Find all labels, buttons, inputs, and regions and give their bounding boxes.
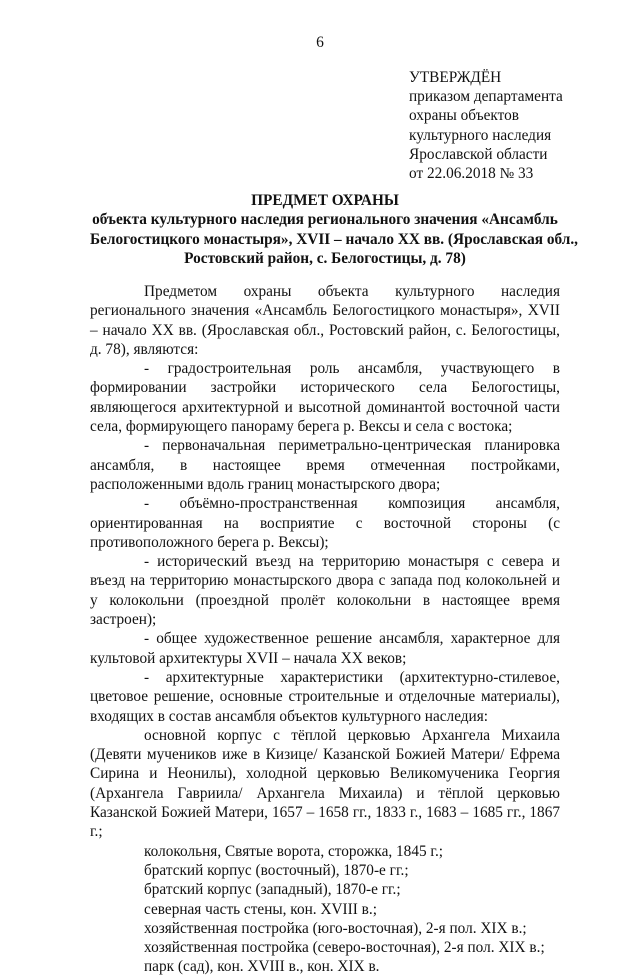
heading-line: Ростовский район, с. Белогостицы, д. 78) [184,249,466,267]
list-item: - объёмно-пространственная композиция ансамбля, ориентированная на восприятие с восточной стороны (с противоположного берега р. Вексы); [90,495,560,551]
approval-title: УТВЕРЖДЁН [409,69,502,86]
heading-title: ПРЕДМЕТ ОХРАНЫ [251,192,399,209]
approval-line: приказом департамента [409,88,563,106]
list-item: - общее художественное решение ансамбля, характерное для культовой архитектуры XVII – начала XX веков; [90,630,560,667]
object-item: парк (сад), кон. XVIII в., кон. XIX в. [144,958,380,976]
document-body [90,282,560,977]
object-item-main: основной корпус с тёплой церковью Архангела Михаила (Девяти мучеников иже в Кизице/ Казанской Божией Матери/ Ефрема Сирина и Неонилы), холодной церковью Великомученика Георгия (Архангела Гавриила/ Архангела Михаила) и тёплой церковью Казанской Божией Матери, 1657 – 1658 гг., 1833 г., 1683 – 1685 гг., 1867 г.; [90,726,560,841]
intro-paragraph: Предметом охраны объекта культурного наследия регионального значения «Ансамбль Белогостицкого монастыря», XVII – начало XX вв. (Ярославская обл., Ростовский район, с. Белогостицы, д. 78), являются: [90,283,560,358]
object-item: хозяйственная постройка (северо-восточная), 2-я пол. XIX в.; [144,939,545,957]
list-item: - первоначальная периметрально-центрическая планировка ансамбля, в настоящее время отмеченная постройками, расположенными вдоль границ монастырского двора; [90,437,560,493]
list-item: - градостроительная роль ансамбля, участвующего в формировании застройки исторического села Белогостицы, являющегося архитектурной и высотной доминантой восточной части села, формирующего панораму берега р. Вексы и села с востока; [90,360,560,436]
approval-line: охраны объектов [409,107,519,125]
heading-line: объекта культурного наследия регионального значения «Ансамбль [92,211,558,229]
object-item: северная часть стены, кон. XVIII в.; [144,900,377,918]
approval-stamp [409,68,563,183]
approval-line: Ярославской области [409,145,548,163]
object-item: братский корпус (западный), 1870-е гг.; [144,881,401,899]
page-number: 6 [316,34,324,51]
heading-line: Белогостицкого монастыря», XVII – начало XX вв. (Ярославская обл., [90,230,578,248]
list-item: - исторический въезд на территорию монастыря с севера и въезд на территорию монастырского двора с запада под колокольней и у колокольни (проездной пролёт колокольни в настоящее время застроен); [90,553,560,629]
list-item: - архитектурные характеристики (архитектурно-стилевое, цветовое решение, основные строительные и отделочные материалы), входящих в состав ансамбля объектов культурного наследия: [90,668,560,725]
document-heading [90,191,578,268]
approval-line: культурного наследия [409,126,552,144]
object-item: колокольня, Святые ворота, сторожка, 1845 г.; [144,842,444,860]
object-item: хозяйственная постройка (юго-восточная), 2-я пол. XIX в.; [144,919,527,937]
approval-line: от 22.06.2018 № 33 [409,165,534,183]
object-item: братский корпус (восточный), 1870-е гг.; [144,861,409,879]
